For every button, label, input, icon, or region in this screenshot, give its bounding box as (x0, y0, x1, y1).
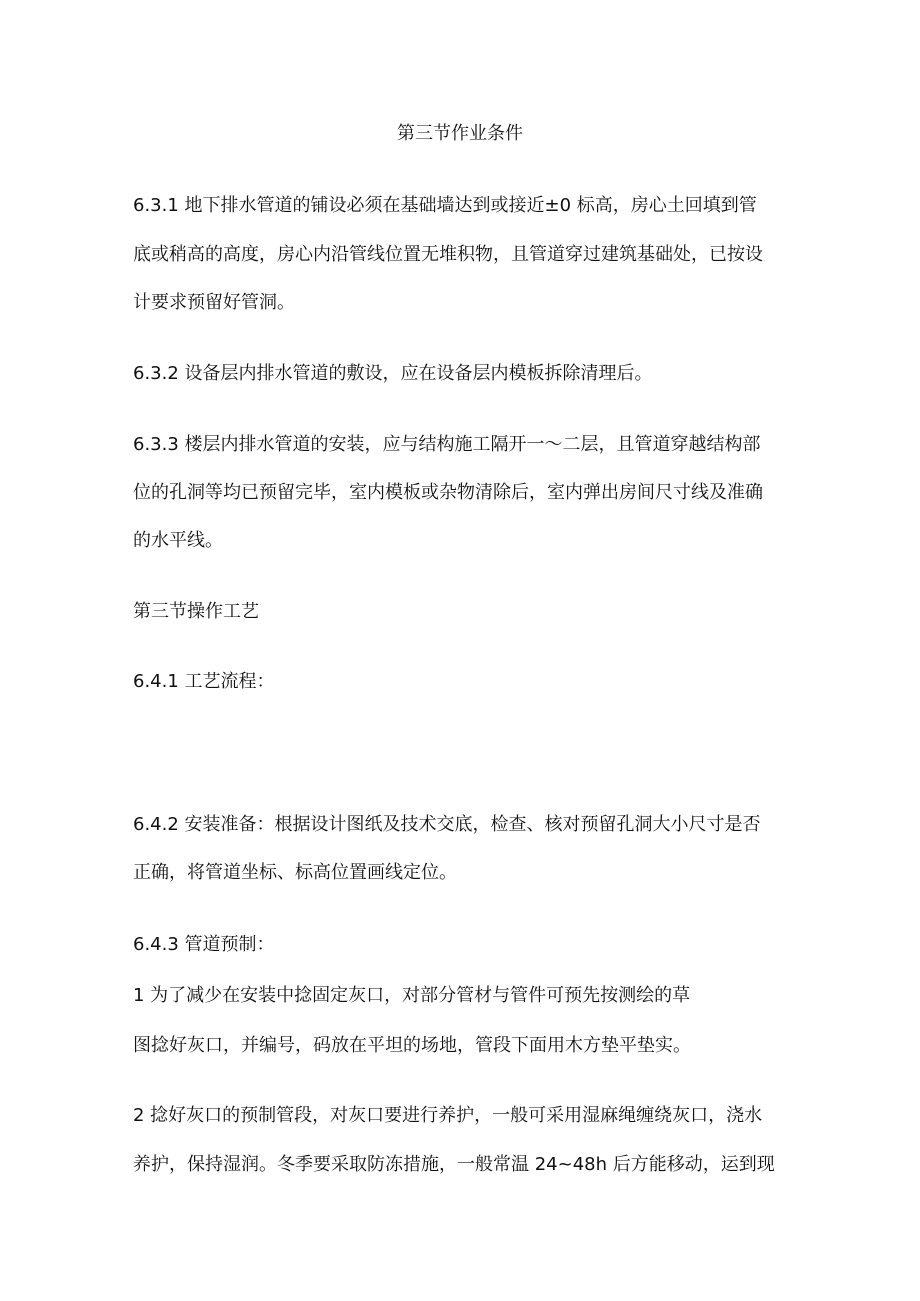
para-6-3-3-line-2: 位的孔洞等均已预留完毕，室内模板或杂物清除后，室内弹出房间尺寸线及准确 (133, 482, 763, 503)
para-6-3-2-line-1: 6.3.2 设备层内排水管道的敷设，应在设备层内模板拆除清理后。 (133, 363, 653, 384)
para-6-4-1-line-1: 6.4.1 工艺流程： (133, 671, 275, 692)
item-1-line-1: 1 为了减少在安装中捻固定灰口，对部分管材与管件可预先按测绘的草 (133, 985, 691, 1006)
para-6-4-2-line-2: 正确，将管道坐标、标高位置画线定位。 (133, 862, 457, 883)
para-6-3-1-line-1: 6.3.1 地下排水管道的铺设必须在基础墙达到或接近±0 标高，房心土回填到管 (133, 195, 757, 216)
para-6-3-1-line-3: 计要求预留好管洞。 (133, 292, 295, 313)
para-6-4-2-line-1: 6.4.2 安装准备：根据设计图纸及技术交底，检查、核对预留孔洞大小尺寸是否 (133, 814, 761, 835)
section-heading-operation-process: 第三节操作工艺 (133, 601, 259, 622)
item-2-line-2: 养护，保持湿润。冬季要采取防冻措施，一般常温 24~48h 后方能移动，运到现 (133, 1154, 775, 1175)
item-1-line-2: 图捻好灰口，并编号，码放在平坦的场地，管段下面用木方垫平垫实。 (133, 1035, 691, 1056)
para-6-3-3-line-3: 的水平线。 (133, 530, 223, 551)
para-6-3-3-line-1: 6.3.3 楼层内排水管道的安装，应与结构施工隔开一～二层，且管道穿越结构部 (133, 434, 761, 455)
section-title: 第三节作业条件 (397, 123, 523, 144)
item-2-line-1: 2 捻好灰口的预制管段，对灰口要进行养护，一般可采用湿麻绳缠绕灰口，浇水 (133, 1105, 763, 1126)
para-6-4-3-line-1: 6.4.3 管道预制： (133, 934, 275, 955)
para-6-3-1-line-2: 底或稍高的高度，房心内沿管线位置无堆积物，且管道穿过建筑基础处，已按设 (133, 244, 763, 265)
